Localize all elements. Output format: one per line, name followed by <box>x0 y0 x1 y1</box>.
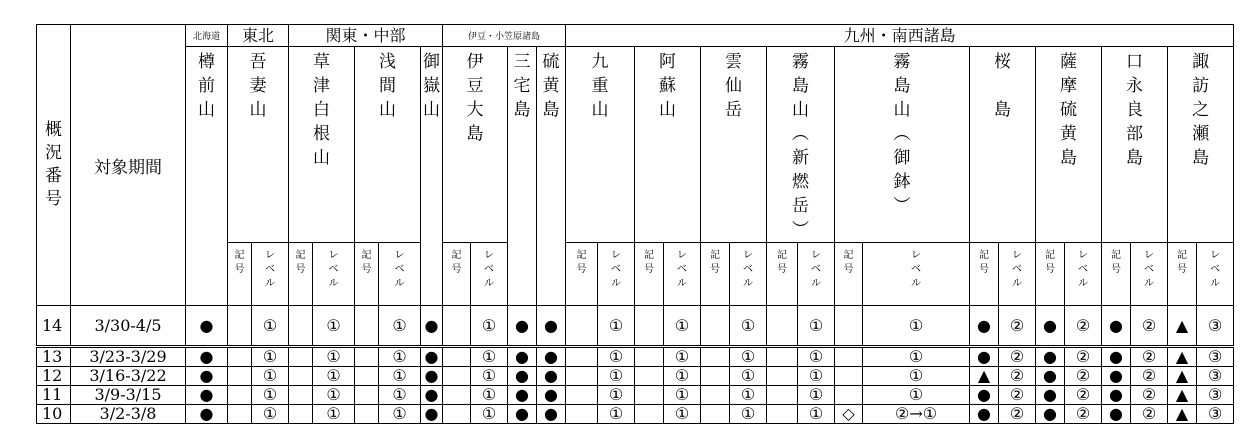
status-cell: ① <box>379 367 421 386</box>
status-cell: ● <box>508 347 537 367</box>
status-cell: ● <box>1036 306 1065 347</box>
status-cell <box>835 386 863 405</box>
status-cell: ① <box>664 347 701 367</box>
level-header: レ ベ ル <box>664 243 701 306</box>
status-cell: ● <box>1102 386 1131 405</box>
status-cell: ① <box>598 347 635 367</box>
status-cell: ② <box>999 347 1036 367</box>
volcano-miyakejima: 三 宅 島 <box>508 47 537 306</box>
kigo-header: 記 号 <box>443 243 471 306</box>
status-cell: ● <box>537 306 566 347</box>
status-cell: ● <box>508 306 537 347</box>
table-row <box>37 367 1234 386</box>
status-cell <box>566 367 598 386</box>
volcano-kusatsu-shirane: 草 津 白 根 山 <box>289 47 355 243</box>
data-body <box>37 306 1234 424</box>
volcano-tarumae: 樽 前 山 <box>186 47 228 306</box>
level-header: レ ベ ル <box>379 243 421 306</box>
status-cell <box>443 405 471 424</box>
period-cell: 3/9-3/15 <box>71 386 186 405</box>
status-cell: ① <box>471 367 508 386</box>
volcano-kuju: 九 重 山 <box>566 47 635 243</box>
status-cell: ① <box>313 347 355 367</box>
status-cell: ② <box>999 367 1036 386</box>
status-cell: ▲ <box>1168 367 1197 386</box>
volcano-satsuma-iojima: 薩 摩 硫 黄 島 <box>1036 47 1102 243</box>
volcano-kuchinoerabujima: 口 永 良 部 島 <box>1102 47 1168 243</box>
kigo-header: 記 号 <box>289 243 313 306</box>
status-cell: ② <box>1065 386 1102 405</box>
level-header: レ ベ ル <box>1065 243 1102 306</box>
status-cell: ② <box>1065 306 1102 347</box>
level-header: レ ベ ル <box>471 243 508 306</box>
status-cell <box>635 367 664 386</box>
status-cell <box>289 306 313 347</box>
status-cell <box>355 367 379 386</box>
status-cell <box>566 405 598 424</box>
status-cell: ① <box>664 386 701 405</box>
region-izu-ogasawara: 伊豆・小笠原諸島 <box>443 25 566 47</box>
status-cell: ● <box>186 347 228 367</box>
kigo-header: 記 号 <box>566 243 598 306</box>
status-cell <box>701 306 730 347</box>
status-cell <box>228 367 252 386</box>
status-cell: ② <box>1131 306 1168 347</box>
status-cell <box>701 367 730 386</box>
status-cell: ① <box>313 405 355 424</box>
level-header: レ ベ ル <box>798 243 835 306</box>
volcano-izu-oshima: 伊 豆 大 島 <box>443 47 508 243</box>
volcano-aso: 阿 蘇 山 <box>635 47 701 243</box>
status-cell <box>355 306 379 347</box>
status-cell <box>701 405 730 424</box>
kigo-header: 記 号 <box>355 243 379 306</box>
level-header: レ ベ ル <box>252 243 289 306</box>
status-cell <box>443 367 471 386</box>
volcano-iojima: 硫 黄 島 <box>537 47 566 306</box>
status-cell <box>701 386 730 405</box>
status-cell: ② <box>1131 386 1168 405</box>
status-cell: ● <box>421 347 443 367</box>
status-cell: ● <box>1102 405 1131 424</box>
status-cell: ● <box>1036 405 1065 424</box>
status-cell: ① <box>664 367 701 386</box>
status-cell: ① <box>730 347 767 367</box>
status-cell: ● <box>421 386 443 405</box>
status-cell: ② <box>1065 367 1102 386</box>
status-cell: ① <box>252 347 289 367</box>
status-cell: ② <box>1131 405 1168 424</box>
status-cell: ● <box>421 306 443 347</box>
status-cell: ① <box>798 405 835 424</box>
region-kanto-chubu: 関東・中部 <box>289 25 443 47</box>
status-cell: ▲ <box>970 367 999 386</box>
status-cell <box>835 347 863 367</box>
level-header: レ ベ ル <box>1197 243 1234 306</box>
kigo-header: 記 号 <box>767 243 798 306</box>
status-cell: ① <box>598 367 635 386</box>
status-cell: ① <box>471 405 508 424</box>
status-cell: ● <box>970 347 999 367</box>
level-header: レ ベ ル <box>730 243 767 306</box>
period-cell: 3/30-4/5 <box>71 306 186 347</box>
region-hokkaido: 北海道 <box>186 25 228 47</box>
status-cell: ● <box>1036 386 1065 405</box>
status-cell: ① <box>379 347 421 367</box>
status-cell <box>443 386 471 405</box>
gaikyo-number: 10 <box>37 405 71 424</box>
status-cell: ▲ <box>1168 405 1197 424</box>
volcano-asama: 浅 間 山 <box>355 47 421 243</box>
kigo-header: 記 号 <box>835 243 863 306</box>
status-cell: ① <box>798 306 835 347</box>
status-cell <box>566 306 598 347</box>
status-cell <box>228 306 252 347</box>
volcano-warning-table <box>36 24 1234 424</box>
status-cell: ① <box>863 306 970 347</box>
kigo-header: 記 号 <box>970 243 999 306</box>
table-row <box>37 405 1234 424</box>
status-cell: ● <box>537 367 566 386</box>
table-row <box>37 306 1234 347</box>
period-header: 対象期間 <box>71 25 186 306</box>
status-cell: ● <box>508 386 537 405</box>
volcano-kirishima-shinmoedake: 霧 島 山 ︵ 新 燃 岳 ︶ <box>767 47 835 243</box>
kigo-header: 記 号 <box>1168 243 1197 306</box>
status-cell: ● <box>1036 347 1065 367</box>
status-cell: ②→① <box>863 405 970 424</box>
status-cell: ● <box>537 347 566 367</box>
status-cell: ② <box>999 386 1036 405</box>
status-cell: ② <box>1131 347 1168 367</box>
gaikyo-number: 13 <box>37 347 71 367</box>
status-cell <box>835 367 863 386</box>
status-cell <box>289 386 313 405</box>
period-cell: 3/2-3/8 <box>71 405 186 424</box>
status-cell: ● <box>1102 347 1131 367</box>
status-cell: ① <box>730 405 767 424</box>
kigo-header: 記 号 <box>701 243 730 306</box>
status-cell: ● <box>1102 306 1131 347</box>
status-cell: ① <box>598 405 635 424</box>
status-cell <box>228 405 252 424</box>
status-cell: ① <box>730 306 767 347</box>
status-cell: ● <box>537 405 566 424</box>
status-cell: ● <box>186 386 228 405</box>
level-header: レ ベ ル <box>1131 243 1168 306</box>
status-cell <box>289 347 313 367</box>
status-cell: ① <box>471 347 508 367</box>
status-cell: ● <box>970 386 999 405</box>
status-cell <box>767 386 798 405</box>
volcano-azuma: 吾 妻 山 <box>228 47 289 243</box>
status-cell: ① <box>798 367 835 386</box>
status-cell: ● <box>1102 367 1131 386</box>
volcano-sakurajima: 桜 島 <box>970 47 1036 243</box>
status-cell <box>355 386 379 405</box>
status-cell: ① <box>252 367 289 386</box>
region-header-row <box>37 25 1234 47</box>
status-cell: ● <box>508 405 537 424</box>
status-cell: ③ <box>1197 306 1234 347</box>
region-tohoku: 東北 <box>228 25 289 47</box>
status-cell: ● <box>1036 367 1065 386</box>
gaikyo-number: 12 <box>37 367 71 386</box>
status-cell <box>228 386 252 405</box>
status-cell: ① <box>798 347 835 367</box>
status-cell: ● <box>186 405 228 424</box>
kigo-header: 記 号 <box>1102 243 1131 306</box>
status-cell <box>355 347 379 367</box>
region-kyushu-nansei: 九州・南西諸島 <box>566 25 1234 47</box>
gaikyo-number: 11 <box>37 386 71 405</box>
status-cell: ● <box>970 405 999 424</box>
status-cell: ① <box>379 306 421 347</box>
status-cell: ● <box>186 367 228 386</box>
kigo-header: 記 号 <box>635 243 664 306</box>
status-cell: ③ <box>1197 347 1234 367</box>
gaikyo-number: 14 <box>37 306 71 347</box>
table-row <box>37 347 1234 367</box>
status-cell: ② <box>1065 405 1102 424</box>
status-cell: ① <box>313 386 355 405</box>
status-cell <box>635 405 664 424</box>
status-cell: ① <box>863 347 970 367</box>
status-cell: ③ <box>1197 405 1234 424</box>
status-cell: ① <box>313 367 355 386</box>
status-cell: ● <box>508 367 537 386</box>
volcano-suwanosejima: 諏 訪 之 瀬 島 <box>1168 47 1234 243</box>
status-cell <box>566 347 598 367</box>
status-cell: ① <box>664 306 701 347</box>
status-cell: ① <box>252 306 289 347</box>
status-cell: ◇ <box>835 405 863 424</box>
level-header: レ ベ ル <box>598 243 635 306</box>
level-header: レ ベ ル <box>313 243 355 306</box>
status-cell <box>355 405 379 424</box>
kigo-header: 記 号 <box>1036 243 1065 306</box>
period-cell: 3/23-3/29 <box>71 347 186 367</box>
status-cell <box>443 347 471 367</box>
status-cell: ① <box>598 386 635 405</box>
level-header: レ ベ ル <box>863 243 970 306</box>
status-cell: ① <box>471 386 508 405</box>
status-cell: ① <box>252 405 289 424</box>
status-cell: ① <box>863 386 970 405</box>
status-cell: ① <box>598 306 635 347</box>
status-cell <box>566 386 598 405</box>
status-cell: ② <box>999 405 1036 424</box>
status-cell: ② <box>1131 367 1168 386</box>
status-cell: ● <box>421 405 443 424</box>
status-cell <box>289 367 313 386</box>
volcano-ontake: 御 嶽 山 <box>421 47 443 306</box>
status-cell <box>635 306 664 347</box>
status-cell: ① <box>471 306 508 347</box>
volcano-kirishima-ohachi: 霧 島 山 ︵ 御 鉢 ︶ <box>835 47 970 243</box>
status-cell: ② <box>999 306 1036 347</box>
status-cell: ① <box>730 386 767 405</box>
status-cell: ● <box>421 367 443 386</box>
status-cell: ▲ <box>1168 306 1197 347</box>
status-cell <box>767 347 798 367</box>
status-cell: ① <box>252 386 289 405</box>
status-cell: ② <box>1065 347 1102 367</box>
volcano-unzen: 雲 仙 岳 <box>701 47 767 243</box>
table-row <box>37 386 1234 405</box>
status-cell: ① <box>379 405 421 424</box>
status-cell <box>228 347 252 367</box>
status-cell: ① <box>379 386 421 405</box>
status-cell: ▲ <box>1168 347 1197 367</box>
volcano-name-row <box>37 47 1234 243</box>
status-cell <box>635 347 664 367</box>
level-header: レ ベ ル <box>999 243 1036 306</box>
kigo-header: 記 号 <box>228 243 252 306</box>
status-cell: ③ <box>1197 367 1234 386</box>
status-cell: ① <box>730 367 767 386</box>
status-cell: ● <box>186 306 228 347</box>
status-cell <box>835 306 863 347</box>
gaikyo-number-header: 概 況 番 号 <box>37 25 71 306</box>
status-cell: ① <box>798 386 835 405</box>
status-cell: ▲ <box>1168 386 1197 405</box>
status-cell <box>701 347 730 367</box>
status-cell <box>289 405 313 424</box>
status-cell: ① <box>863 367 970 386</box>
status-cell <box>767 306 798 347</box>
status-cell: ① <box>664 405 701 424</box>
status-cell: ● <box>970 306 999 347</box>
status-cell: ③ <box>1197 386 1234 405</box>
period-cell: 3/16-3/22 <box>71 367 186 386</box>
status-cell <box>767 405 798 424</box>
status-cell <box>635 386 664 405</box>
status-cell: ● <box>537 386 566 405</box>
status-cell <box>443 306 471 347</box>
status-cell: ① <box>313 306 355 347</box>
status-cell <box>767 367 798 386</box>
